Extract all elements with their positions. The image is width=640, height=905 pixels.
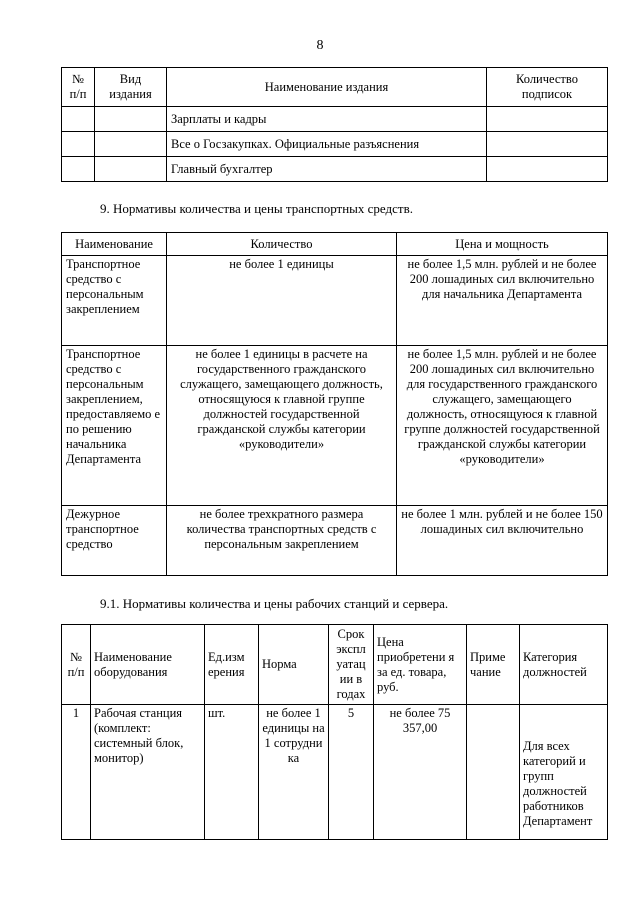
section-9-title: 9. Нормативы количества и цены транспортных средств. bbox=[100, 201, 413, 216]
table-cell bbox=[487, 132, 608, 157]
table-cell: не более 1 единицы на 1 сотрудни ка bbox=[259, 705, 329, 840]
table-row bbox=[62, 506, 608, 576]
table-cell: Дежурное транспортное средство bbox=[62, 506, 167, 576]
header-price-power: Цена и мощность bbox=[397, 233, 608, 256]
header-type: Вид издания bbox=[95, 68, 167, 107]
table-cell bbox=[62, 157, 95, 182]
header-number: № п/п bbox=[62, 625, 91, 705]
header-count: Количество подписок bbox=[487, 68, 608, 107]
table-cell: Транспортное средство с персональным закреплением bbox=[62, 256, 167, 346]
subscriptions-table bbox=[61, 67, 608, 182]
table-cell: 5 bbox=[329, 705, 374, 840]
table-cell: 1 bbox=[62, 705, 91, 840]
table-row bbox=[62, 256, 608, 346]
table-cell: Рабочая станция (комплект: системный блок, монитор) bbox=[91, 705, 205, 840]
table-cell bbox=[95, 157, 167, 182]
table-row bbox=[62, 132, 608, 157]
table-cell bbox=[95, 107, 167, 132]
table-row bbox=[62, 705, 608, 840]
table-cell bbox=[62, 132, 95, 157]
header-note: Приме чание bbox=[467, 625, 520, 705]
table-cell bbox=[467, 705, 520, 840]
table-cell: Зарплаты и кадры bbox=[167, 107, 487, 132]
table-cell bbox=[95, 132, 167, 157]
table-row bbox=[62, 346, 608, 506]
table-header-row bbox=[62, 625, 608, 705]
transport-table bbox=[61, 232, 608, 576]
table-cell: Все о Госзакупках. Официальные разъяснения bbox=[167, 132, 487, 157]
table-cell: шт. bbox=[205, 705, 259, 840]
table-cell: не более 1 единицы в расчете на государственного гражданского служащего, замещающего должность, относящуюся к главной группе должностей государственной гражданской службы категории «руководители» bbox=[167, 346, 397, 506]
header-unit: Ед.изм ерения bbox=[205, 625, 259, 705]
table-cell: не более 1 млн. рублей и не более 150 лошадиных сил включительно bbox=[397, 506, 608, 576]
table-row bbox=[62, 157, 608, 182]
table-row bbox=[62, 107, 608, 132]
section-9-1-title: 9.1. Нормативы количества и цены рабочих станций и сервера. bbox=[100, 596, 449, 611]
table-cell bbox=[487, 107, 608, 132]
header-service-life: Срок экспл уатац ии в годах bbox=[329, 625, 374, 705]
table-cell: не более 1 единицы bbox=[167, 256, 397, 346]
header-equipment: Наименование оборудования bbox=[91, 625, 205, 705]
header-name: Наименование издания bbox=[167, 68, 487, 107]
table-cell: не более 1,5 млн. рублей и не более 200 лошадиных сил включительно для государственного гражданского служащего, замещающего должность, относящуюся к главной группе должностей государственной гражданской службы категории «руководители» bbox=[397, 346, 608, 506]
header-norm: Норма bbox=[259, 625, 329, 705]
table-cell bbox=[487, 157, 608, 182]
header-number: № п/п bbox=[62, 68, 95, 107]
table-cell: не более 1,5 млн. рублей и не более 200 лошадиных сил включительно для начальника Департамента bbox=[397, 256, 608, 346]
header-name: Наименование bbox=[62, 233, 167, 256]
table-cell: Транспортное средство с персональным закреплением, предоставляемо е по решению начальника Департамента bbox=[62, 346, 167, 506]
header-price: Цена приобретени я за ед. товара, руб. bbox=[374, 625, 467, 705]
table-cell: Главный бухгалтер bbox=[167, 157, 487, 182]
header-category: Категория должностей bbox=[520, 625, 608, 705]
table-cell: не более трехкратного размера количества транспортных средств с персональным закреплением bbox=[167, 506, 397, 576]
table-cell: не более 75 357,00 bbox=[374, 705, 467, 840]
table-cell bbox=[62, 107, 95, 132]
table-header-row bbox=[62, 233, 608, 256]
table-cell: Для всех категорий и групп должностей работников Департамент bbox=[520, 705, 608, 840]
header-quantity: Количество bbox=[167, 233, 397, 256]
table-header-row bbox=[62, 68, 608, 107]
workstations-table bbox=[61, 624, 608, 840]
page-number: 8 bbox=[316, 38, 324, 53]
